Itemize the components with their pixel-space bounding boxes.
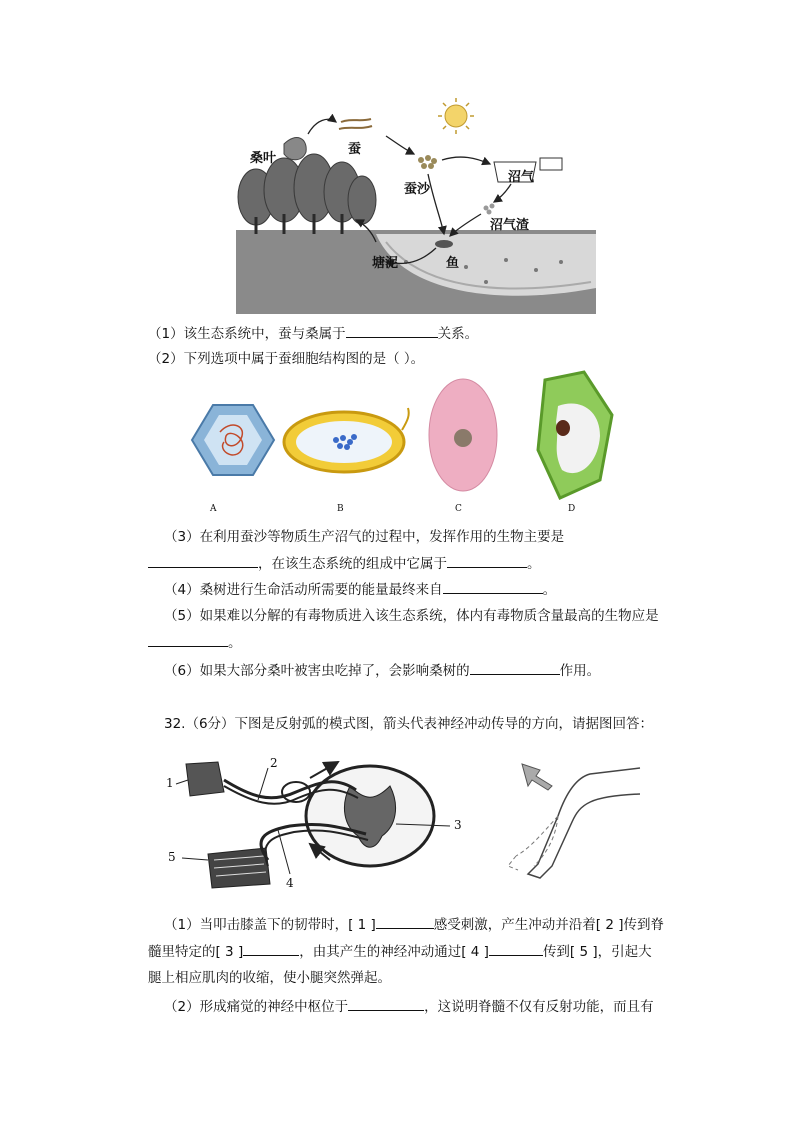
reflex-arc-figure (160, 756, 650, 896)
reflex-arc-illustration (160, 756, 650, 896)
option-label-d: D (568, 504, 576, 514)
label-5: 5 (168, 850, 176, 864)
option-label-a: A (210, 504, 217, 514)
option-label-b: B (337, 504, 344, 514)
answer-blank (243, 941, 299, 956)
label-pond-mud: 塘泥 (372, 256, 399, 271)
label-4: 4 (286, 876, 294, 890)
label-1: 1 (166, 776, 174, 790)
answer-blank (443, 579, 543, 594)
q31-part3-line1: （3）在利用蚕沙等物质生产沼气的过程中，发挥作用的生物主要是 (164, 529, 565, 545)
answer-blank (489, 941, 543, 956)
answer-blank (148, 632, 228, 647)
label-2: 2 (270, 756, 278, 770)
q31-part5-line2: 。 (148, 632, 242, 653)
label-mulberry-leaf: 桑叶 (250, 151, 277, 166)
answer-blank (346, 323, 438, 338)
ecosystem-figure (236, 92, 596, 314)
answer-blank (376, 914, 434, 929)
answer-blank (148, 553, 258, 568)
label-fish: 鱼 (446, 256, 460, 271)
q31-part6: （6）如果大部分桑叶被害虫吃掉了，会影响桑树的 作用。 (164, 660, 600, 681)
cell-diagrams (160, 370, 630, 500)
q31-part5-line1: （5）如果难以分解的有毒物质进入该生态系统，体内有毒物质含量最高的生物应是 (164, 608, 659, 624)
ecosystem-illustration (236, 92, 596, 314)
answer-blank (447, 553, 527, 568)
q32-part1-line1: （1）当叩击膝盖下的韧带时，[ 1 ] 感受刺激，产生冲动并沿着[ 2 ]传到脊 (164, 914, 664, 935)
label-3: 3 (454, 818, 462, 832)
label-biogas: 沼气 (508, 170, 535, 185)
label-silkworm: 蚕 (348, 142, 362, 157)
cell-options (160, 370, 630, 520)
answer-blank (470, 660, 560, 675)
q31-part3-line2: ，在该生态系统的组成中它属于 。 (148, 553, 541, 574)
q32-part1-line2: 髓里特定的[ 3 ] ，由其产生的神经冲动通过[ 4 ] 传到[ 5 ]，引起大 (148, 941, 652, 962)
q31-part2: （2）下列选项中属于蚕细胞结构图的是（ ）。 (148, 351, 425, 367)
q31-part4: （4）桑树进行生命活动所需要的能量最终来自 。 (164, 579, 556, 600)
label-silkworm-feces: 蚕沙 (404, 182, 431, 197)
q32-part1-line3: 腿上相应肌肉的收缩，使小腿突然弹起。 (148, 970, 391, 986)
q32-part2: （2）形成痛觉的神经中枢位于 ，这说明脊髓不仅有反射功能，而且有 (164, 996, 654, 1017)
label-biogas-residue: 沼气渣 (490, 218, 530, 233)
q31-part1: （1）该生态系统中，蚕与桑属于 关系。 (148, 323, 478, 344)
option-label-c: C (455, 504, 462, 514)
answer-blank (348, 996, 424, 1011)
q32-header: 32.（6分）下图是反射弧的模式图，箭头代表神经冲动传导的方向，请据图回答： (164, 716, 654, 732)
